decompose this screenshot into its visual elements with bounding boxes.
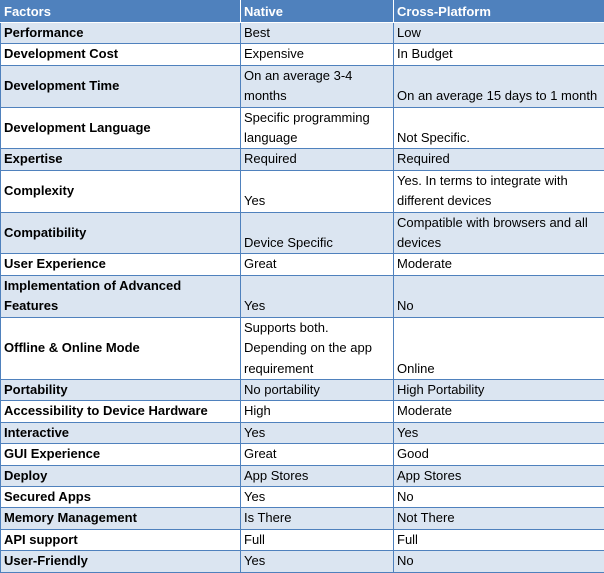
header-row [1,1,604,23]
native-cell: Supports both. Depending on the app requirement [241,317,394,379]
cross-platform-cell: Moderate [394,254,604,275]
native-cell: Specific programming language [241,107,394,149]
factor-cell: Accessibility to Device Hardware [1,401,241,422]
native-cell: Required [241,149,394,170]
cross-platform-cell: No [394,486,604,507]
cross-platform-cell: No [394,275,604,317]
table-row [1,65,604,107]
table-row [1,508,604,529]
native-cell: App Stores [241,465,394,486]
table-row [1,254,604,275]
cross-platform-cell: Online [394,317,604,379]
factor-cell: GUI Experience [1,444,241,465]
native-cell: Great [241,254,394,275]
cross-platform-cell: Yes. In terms to integrate with different devices [394,170,604,212]
cross-platform-cell: On an average 15 days to 1 month [394,65,604,107]
cross-platform-cell: High Portability [394,379,604,400]
factor-cell: Expertise [1,149,241,170]
table-row [1,170,604,212]
native-cell: Great [241,444,394,465]
table-row [1,212,604,254]
native-cell: Device Specific [241,212,394,254]
native-cell: Is There [241,508,394,529]
native-cell: Best [241,23,394,44]
table-row [1,465,604,486]
cross-platform-cell: Not There [394,508,604,529]
factor-cell: User-Friendly [1,551,241,572]
table-row [1,23,604,44]
factor-cell: Deploy [1,465,241,486]
cross-platform-cell: Moderate [394,401,604,422]
native-cell: Yes [241,170,394,212]
table-row [1,275,604,317]
factor-cell: API support [1,529,241,550]
cross-platform-cell: Low [394,23,604,44]
table-row [1,444,604,465]
table-row [1,551,604,572]
table-row [1,422,604,443]
native-cell: Full [241,529,394,550]
table-row [1,401,604,422]
factor-cell: Implementation of Advanced Features [1,275,241,317]
cross-platform-cell: App Stores [394,465,604,486]
cross-platform-cell: Required [394,149,604,170]
table-row [1,486,604,507]
factor-cell: Memory Management [1,508,241,529]
header-native: Native [241,1,394,23]
factor-cell: Interactive [1,422,241,443]
table-row [1,317,604,379]
factor-cell: Offline & Online Mode [1,317,241,379]
table-row [1,107,604,149]
cross-platform-cell: No [394,551,604,572]
table-row [1,44,604,65]
cross-platform-cell: Compatible with browsers and all devices [394,212,604,254]
native-cell: Yes [241,422,394,443]
header-factors: Factors [1,1,241,23]
native-cell: Yes [241,275,394,317]
cross-platform-cell: Yes [394,422,604,443]
factor-cell: Performance [1,23,241,44]
cross-platform-cell: Not Specific. [394,107,604,149]
native-cell: Yes [241,551,394,572]
native-cell: On an average 3-4 months [241,65,394,107]
factor-cell: Complexity [1,170,241,212]
factor-cell: Development Language [1,107,241,149]
cross-platform-cell: Good [394,444,604,465]
table-row [1,379,604,400]
native-cell: Expensive [241,44,394,65]
table-row [1,529,604,550]
factor-cell: Compatibility [1,212,241,254]
header-cross-platform: Cross-Platform [394,1,604,23]
factor-cell: Portability [1,379,241,400]
table-row [1,149,604,170]
table-body [1,23,604,573]
factor-cell: User Experience [1,254,241,275]
native-cell: High [241,401,394,422]
cross-platform-cell: In Budget [394,44,604,65]
cross-platform-cell: Full [394,529,604,550]
factor-cell: Secured Apps [1,486,241,507]
factor-cell: Development Cost [1,44,241,65]
native-cell: Yes [241,486,394,507]
native-cell: No portability [241,379,394,400]
factor-cell: Development Time [1,65,241,107]
table-header [1,1,604,23]
